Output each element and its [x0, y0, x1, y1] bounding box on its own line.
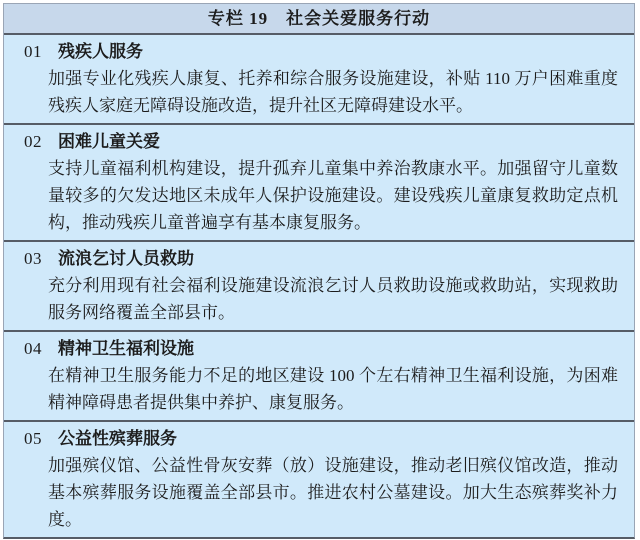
section-03 [4, 240, 634, 330]
section-body: 支持儿童福利机构建设，提升孤弃儿童集中养治教康水平。加强留守儿童数量较多的欠发达地区未成年人保护设施建设。建设残疾儿童康复救助定点机构，推动残疾儿童普遍享有基本康复服务。 [48, 159, 618, 232]
section-title: 流浪乞讨人员救助 [58, 249, 194, 268]
section-title: 残疾人服务 [58, 42, 143, 61]
section-number: 03 [24, 249, 42, 268]
section-05 [4, 420, 634, 537]
section-body: 充分利用现有社会福利设施建设流浪乞讨人员救助设施或救助站，实现救助服务网络覆盖全部县市。 [48, 276, 618, 322]
section-01 [4, 35, 634, 123]
section-number: 05 [24, 429, 42, 448]
section-body: 加强专业化残疾人康复、托养和综合服务设施建设，补贴 110 万户困难重度残疾人家庭无障碍设施改造，提升社区无障碍建设水平。 [48, 69, 618, 115]
section-title: 公益性殡葬服务 [58, 429, 177, 448]
section-heading [4, 335, 634, 362]
section-02 [4, 123, 634, 240]
section-heading [4, 38, 634, 65]
table-title: 专栏 19 社会关爱服务行动 [4, 4, 634, 35]
section-title: 精神卫生福利设施 [58, 339, 194, 358]
section-number: 02 [24, 132, 42, 151]
section-heading [4, 245, 634, 272]
section-number: 04 [24, 339, 42, 358]
section-body: 在精神卫生服务能力不足的地区建设 100 个左右精神卫生福利设施，为困难精神障碍患者提供集中养护、康复服务。 [48, 366, 618, 412]
section-heading [4, 425, 634, 452]
section-number: 01 [24, 42, 42, 61]
policy-column-table [3, 3, 635, 539]
section-title: 困难儿童关爱 [58, 132, 160, 151]
section-heading [4, 128, 634, 155]
section-body: 加强殡仪馆、公益性骨灰安葬（放）设施建设，推动老旧殡仪馆改造，推动基本殡葬服务设施覆盖全部县市。推进农村公墓建设。加大生态殡葬奖补力度。 [48, 456, 618, 529]
section-04 [4, 330, 634, 420]
